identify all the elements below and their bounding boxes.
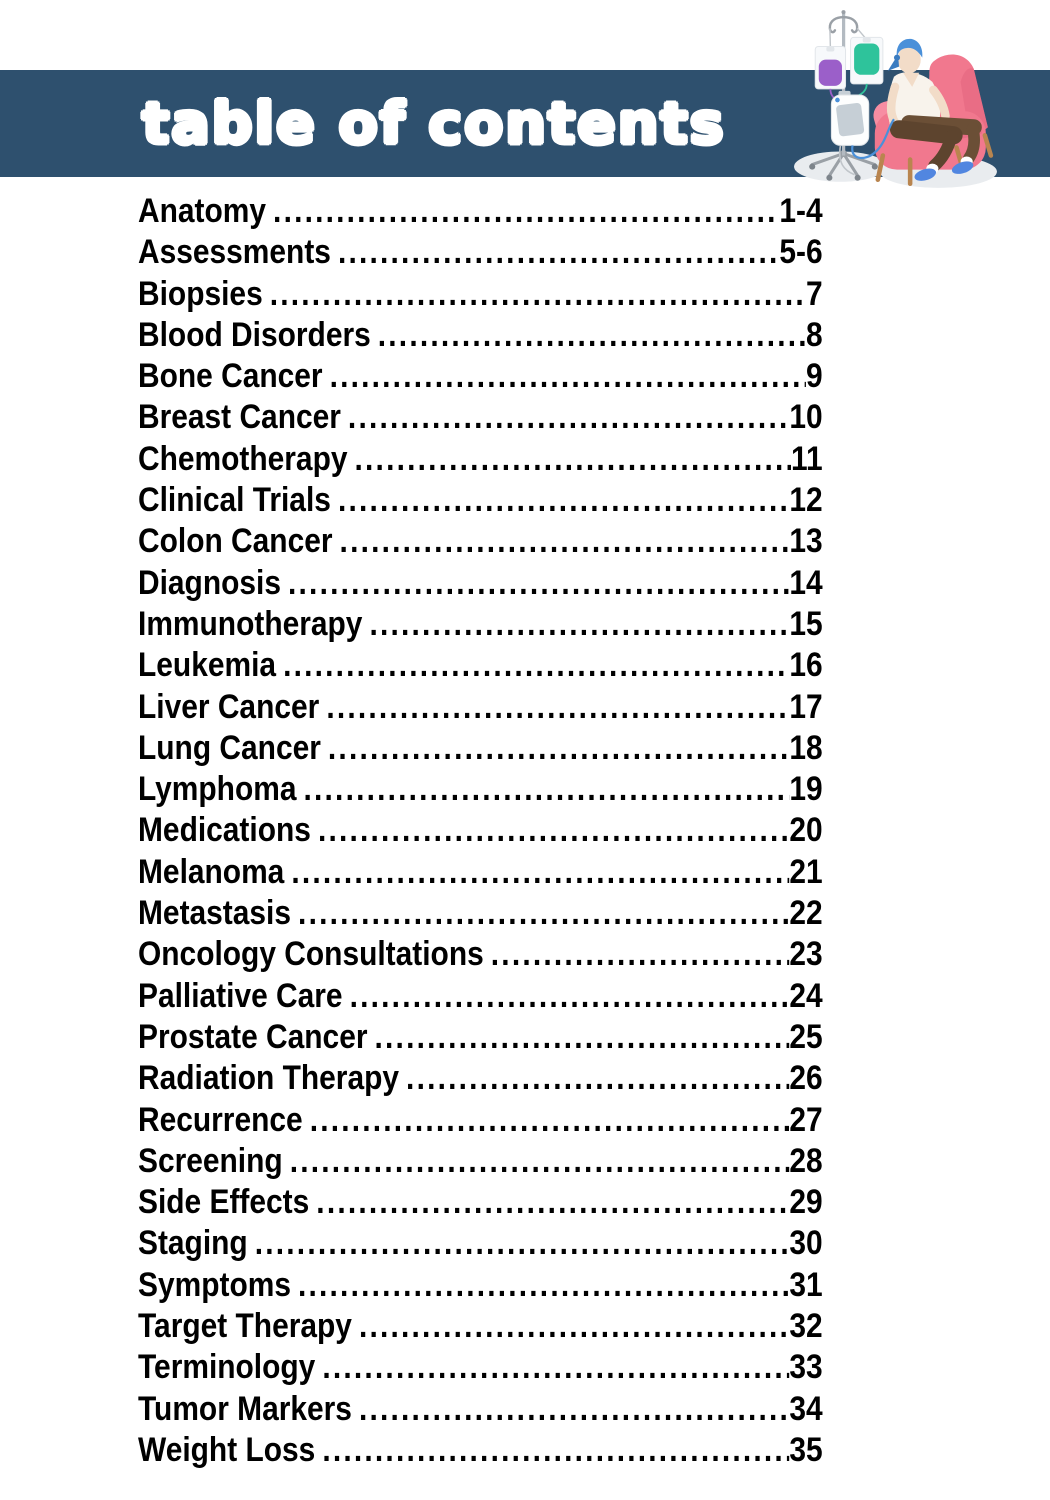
toc-entry-label: Diagnosis — [138, 563, 281, 602]
leader-dots — [298, 1265, 789, 1306]
toc-entry-label: Prostate Cancer — [138, 1017, 368, 1056]
leader-dots — [326, 687, 789, 728]
toc-row — [138, 1058, 823, 1099]
toc-entry-label: Medications — [138, 811, 311, 850]
toc-row — [138, 356, 823, 397]
toc-entry-page: 21 — [789, 852, 823, 891]
toc-entry-label: Target Therapy — [138, 1307, 352, 1346]
toc-entry-label: Assessments — [138, 233, 331, 272]
leader-dots — [270, 274, 806, 315]
leader-dots — [328, 728, 789, 769]
toc-row — [138, 315, 823, 356]
toc-entry-page: 5-6 — [779, 233, 823, 272]
leader-dots — [406, 1058, 789, 1099]
leader-dots — [359, 1389, 789, 1430]
toc-entry-label: Radiation Therapy — [138, 1059, 400, 1098]
toc-entry-label: Anatomy — [138, 192, 267, 230]
toc-row — [138, 1223, 823, 1264]
leader-dots — [304, 769, 790, 810]
toc-entry-label: Colon Cancer — [138, 522, 333, 561]
toc-entry-label: Immunotherapy — [138, 604, 363, 643]
leader-dots — [369, 604, 789, 645]
leader-dots — [291, 852, 789, 893]
leader-dots — [288, 563, 789, 604]
toc-row — [138, 604, 823, 645]
toc-entry-label: Biopsies — [138, 274, 263, 313]
toc-entry-label: Breast Cancer — [138, 398, 341, 437]
chemo-patient-illustration — [790, 4, 1002, 196]
toc-row — [138, 687, 823, 728]
leader-dots — [350, 976, 790, 1017]
toc-entry-page: 9 — [805, 357, 823, 396]
toc-entry-page: 23 — [789, 935, 823, 974]
leader-dots — [355, 439, 791, 480]
toc-row — [138, 810, 823, 851]
toc-entry-page: 33 — [789, 1348, 823, 1387]
leader-dots — [338, 480, 789, 521]
toc-entry-page: 34 — [789, 1389, 823, 1428]
toc-entry-label: Staging — [138, 1224, 248, 1263]
toc-entry-page: 24 — [789, 976, 823, 1015]
leader-dots — [330, 356, 806, 397]
toc-entry-label: Palliative Care — [138, 976, 343, 1015]
toc-entry-label: Lung Cancer — [138, 728, 321, 767]
leader-dots — [318, 810, 789, 851]
toc-row — [138, 274, 823, 315]
toc-row — [138, 521, 823, 562]
leader-dots — [491, 934, 790, 975]
page-title: table of contents — [142, 90, 726, 157]
toc-row — [138, 1017, 823, 1058]
toc-row — [138, 645, 823, 686]
toc-entry-page: 25 — [789, 1017, 823, 1056]
toc-row — [138, 1265, 823, 1306]
toc-entry-label: Screening — [138, 1141, 283, 1180]
toc-row — [138, 893, 823, 934]
toc-row — [138, 1100, 823, 1141]
leader-dots — [273, 191, 779, 232]
toc-entry-label: Recurrence — [138, 1100, 303, 1139]
infusion-pump-icon — [831, 91, 868, 146]
toc-entry-label: Leukemia — [138, 646, 277, 685]
toc-row — [138, 1141, 823, 1182]
toc-entry-label: Bone Cancer — [138, 357, 323, 396]
leader-dots — [375, 1017, 790, 1058]
toc-row — [138, 976, 823, 1017]
toc-entry-page: 22 — [789, 894, 823, 933]
toc-row — [138, 232, 823, 273]
leader-dots — [290, 1141, 790, 1182]
toc-entry-page: 14 — [789, 563, 823, 602]
toc-entry-label: Clinical Trials — [138, 481, 331, 520]
toc-row — [138, 1182, 823, 1223]
leader-dots — [322, 1430, 789, 1471]
toc-entry-page: 28 — [789, 1141, 823, 1180]
toc-entry-page: 15 — [789, 604, 823, 643]
toc-list — [138, 191, 823, 1471]
toc-entry-label: Chemotherapy — [138, 439, 348, 478]
leader-dots — [322, 1347, 789, 1388]
leader-dots — [316, 1182, 789, 1223]
toc-entry-page: 32 — [789, 1307, 823, 1346]
toc-row — [138, 439, 823, 480]
toc-entry-label: Liver Cancer — [138, 687, 320, 726]
toc-entry-label: Blood Disorders — [138, 315, 371, 354]
toc-entry-page: 27 — [789, 1100, 823, 1139]
toc-entry-label: Side Effects — [138, 1183, 310, 1222]
toc-entry-label: Symptoms — [138, 1265, 291, 1304]
toc-entry-page: 1-4 — [779, 192, 823, 230]
toc-entry-page: 8 — [805, 315, 823, 354]
toc-row — [138, 191, 823, 232]
toc-row — [138, 769, 823, 810]
toc-row — [138, 728, 823, 769]
leader-dots — [340, 521, 790, 562]
toc-entry-page: 13 — [789, 522, 823, 561]
leader-dots — [359, 1306, 789, 1347]
leader-dots — [348, 397, 789, 438]
toc-entry-label: Tumor Markers — [138, 1389, 352, 1428]
toc-entry-page: 11 — [791, 439, 823, 478]
toc-entry-page: 18 — [789, 728, 823, 767]
toc-row — [138, 852, 823, 893]
toc-row — [138, 1430, 823, 1471]
toc-entry-page: 30 — [789, 1224, 823, 1263]
toc-entry-page: 19 — [789, 770, 823, 809]
toc-entry-page: 35 — [789, 1430, 823, 1469]
leader-dots — [255, 1223, 790, 1264]
toc-entry-page: 26 — [789, 1059, 823, 1098]
leader-dots — [298, 893, 789, 934]
toc-entry-page: 31 — [789, 1265, 823, 1304]
toc-row — [138, 934, 823, 975]
leader-dots — [283, 645, 789, 686]
toc-row — [138, 480, 823, 521]
toc-row — [138, 1389, 823, 1430]
toc-entry-label: Weight Loss — [138, 1430, 316, 1469]
toc-entry-label: Lymphoma — [138, 770, 297, 809]
toc-entry-page: 20 — [789, 811, 823, 850]
toc-row — [138, 397, 823, 438]
toc-entry-label: Metastasis — [138, 894, 292, 933]
toc-entry-page: 16 — [789, 646, 823, 685]
toc-entry-page: 12 — [789, 481, 823, 520]
leader-dots — [378, 315, 806, 356]
toc-entry-label: Melanoma — [138, 852, 285, 891]
toc-entry-page: 29 — [789, 1183, 823, 1222]
toc-entry-label: Oncology Consultations — [138, 935, 484, 974]
toc-row — [138, 563, 823, 604]
toc-entry-page: 10 — [789, 398, 823, 437]
toc-row — [138, 1306, 823, 1347]
toc-entry-page: 17 — [789, 687, 823, 726]
leader-dots — [338, 232, 779, 273]
iv-bag-purple — [815, 46, 845, 88]
toc-entry-label: Terminology — [138, 1348, 316, 1387]
toc-row — [138, 1347, 823, 1388]
leader-dots — [310, 1100, 790, 1141]
toc-entry-page: 7 — [805, 274, 823, 313]
iv-bag-teal — [851, 37, 883, 83]
